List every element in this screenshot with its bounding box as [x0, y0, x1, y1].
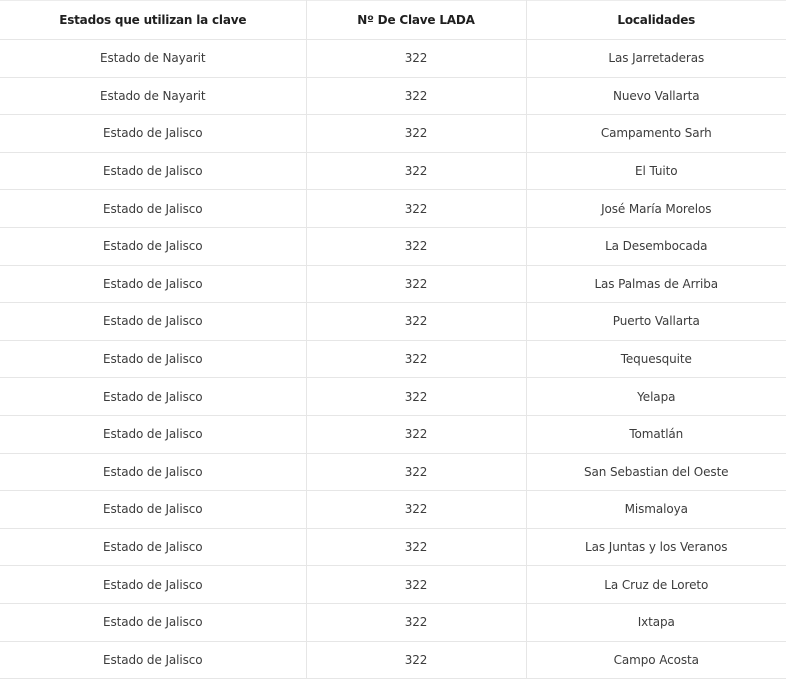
cell-estado: Estado de Jalisco — [0, 528, 306, 566]
cell-estado: Estado de Jalisco — [0, 340, 306, 378]
cell-clave: 322 — [306, 453, 526, 491]
cell-estado: Estado de Jalisco — [0, 378, 306, 416]
cell-localidad: Mismaloya — [526, 491, 786, 529]
cell-estado: Estado de Jalisco — [0, 115, 306, 153]
table-row — [0, 227, 786, 265]
cell-localidad: Ixtapa — [526, 603, 786, 641]
cell-estado: Estado de Jalisco — [0, 152, 306, 190]
cell-localidad: Las Jarretaderas — [526, 40, 786, 78]
cell-localidad: Tomatlán — [526, 415, 786, 453]
cell-clave: 322 — [306, 378, 526, 416]
table-row — [0, 453, 786, 491]
cell-clave: 322 — [306, 40, 526, 78]
cell-localidad: El Tuito — [526, 152, 786, 190]
cell-clave: 322 — [306, 415, 526, 453]
table-row — [0, 378, 786, 416]
cell-localidad: Las Palmas de Arriba — [526, 265, 786, 303]
header-row — [0, 1, 786, 40]
cell-estado: Estado de Jalisco — [0, 453, 306, 491]
cell-estado: Estado de Jalisco — [0, 190, 306, 228]
cell-localidad: Campo Acosta — [526, 641, 786, 679]
table-row — [0, 566, 786, 604]
cell-clave: 322 — [306, 77, 526, 115]
table-row — [0, 415, 786, 453]
cell-estado: Estado de Nayarit — [0, 40, 306, 78]
table-row — [0, 40, 786, 78]
cell-estado: Estado de Jalisco — [0, 491, 306, 529]
cell-clave: 322 — [306, 115, 526, 153]
cell-localidad: Las Juntas y los Veranos — [526, 528, 786, 566]
cell-clave: 322 — [306, 190, 526, 228]
cell-localidad: Nuevo Vallarta — [526, 77, 786, 115]
cell-localidad: Puerto Vallarta — [526, 303, 786, 341]
table-row — [0, 190, 786, 228]
table-row — [0, 77, 786, 115]
cell-clave: 322 — [306, 265, 526, 303]
cell-clave: 322 — [306, 641, 526, 679]
cell-estado: Estado de Nayarit — [0, 77, 306, 115]
cell-clave: 322 — [306, 340, 526, 378]
header-clave-lada: Nº De Clave LADA — [306, 1, 526, 40]
cell-estado: Estado de Jalisco — [0, 227, 306, 265]
cell-localidad: La Cruz de Loreto — [526, 566, 786, 604]
cell-estado: Estado de Jalisco — [0, 303, 306, 341]
table-row — [0, 528, 786, 566]
cell-localidad: Tequesquite — [526, 340, 786, 378]
cell-localidad: José María Morelos — [526, 190, 786, 228]
cell-localidad: Campamento Sarh — [526, 115, 786, 153]
cell-clave: 322 — [306, 152, 526, 190]
cell-localidad: La Desembocada — [526, 227, 786, 265]
header-estados: Estados que utilizan la clave — [0, 1, 306, 40]
header-localidades: Localidades — [526, 1, 786, 40]
cell-localidad: Yelapa — [526, 378, 786, 416]
cell-clave: 322 — [306, 303, 526, 341]
cell-estado: Estado de Jalisco — [0, 265, 306, 303]
cell-estado: Estado de Jalisco — [0, 603, 306, 641]
table-row — [0, 265, 786, 303]
cell-clave: 322 — [306, 566, 526, 604]
table-row — [0, 115, 786, 153]
cell-estado: Estado de Jalisco — [0, 641, 306, 679]
cell-localidad: San Sebastian del Oeste — [526, 453, 786, 491]
table-header — [0, 1, 786, 40]
cell-estado: Estado de Jalisco — [0, 566, 306, 604]
table-row — [0, 340, 786, 378]
table-row — [0, 303, 786, 341]
table-body — [0, 40, 786, 679]
cell-clave: 322 — [306, 603, 526, 641]
cell-estado: Estado de Jalisco — [0, 415, 306, 453]
cell-clave: 322 — [306, 528, 526, 566]
table-row — [0, 603, 786, 641]
table-row — [0, 641, 786, 679]
cell-clave: 322 — [306, 227, 526, 265]
table-row — [0, 152, 786, 190]
cell-clave: 322 — [306, 491, 526, 529]
table-row — [0, 491, 786, 529]
